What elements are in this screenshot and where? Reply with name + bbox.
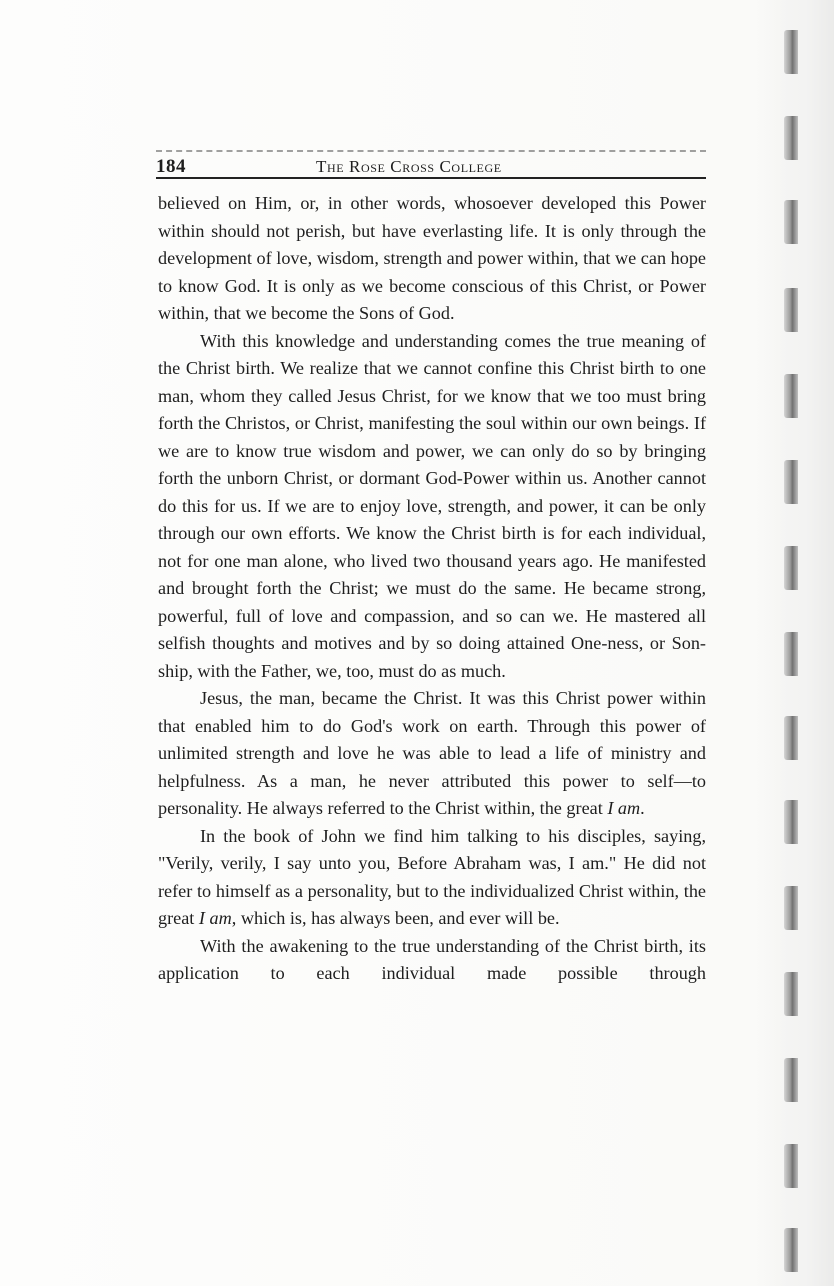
paragraph	[158, 823, 706, 933]
page-header	[156, 150, 706, 178]
binding-hole	[784, 288, 798, 332]
body-text	[158, 190, 706, 988]
paragraph-text: Jesus, the man, became the Christ. It was this Christ power within that enabled him to do God's work on earth. Through this power of unlimited strength and love he was able to lead a life of ministry and helpfulness. As a man, he never attributed this power to self—to personality. He always referred to the Christ within, the great	[158, 688, 706, 818]
header-rule-bottom	[156, 177, 706, 179]
binding-hole	[784, 886, 798, 930]
binding-hole	[784, 716, 798, 760]
binding-hole	[784, 200, 798, 244]
paragraph-text: .	[640, 798, 645, 818]
binding-hole	[784, 972, 798, 1016]
binding-hole	[784, 116, 798, 160]
binding-hole	[784, 800, 798, 844]
binding-hole	[784, 1228, 798, 1272]
binding-hole	[784, 1058, 798, 1102]
paragraph-text: In the book of John we find him talking to his disciples, saying, "Verily, verily, I say unto you, Before Abraham was, I am." He did not refer to himself as a personality, but to the individualized Christ within, the great	[158, 825, 706, 928]
paragraph: With this knowledge and understanding comes the true meaning of the Christ birth. We realize that we cannot confine this Christ birth to one man, whom they called Jesus Christ, for we know that we too must bring forth the Christos, or Christ, manifesting the soul within our own beings. If we are to know true wisdom and power, we can only do so by bringing forth the unborn Christ, or dormant God-Power within us. Another cannot do this for us. If we are to enjoy love, strength, and power, it can be only through our own efforts. We know the Christ birth is for each individual, not for one man alone, who lived two thousand years ago. He manifested and brought forth the Christ; we must do the same. He became strong, powerful, full of love and compassion, and so can we. He mastered all selfish thoughts and motives and by so doing attained One-ness, or Son-ship, with the Father, we, too, must do as much.	[158, 330, 706, 681]
header-rule-top	[156, 150, 706, 152]
emphasis-i-am: I am	[198, 908, 232, 928]
page-edge-shadow	[764, 0, 834, 1286]
paragraph: believed on Him, or, in other words, whosoever developed this Power within should not perish, but have everlasting life. It is only through the development of love, wisdom, strength and power within, that we can hope to know God. It is only as we become conscious of this Christ, or Power within, that we become the Sons of God.	[158, 193, 706, 323]
emphasis-i-am: I am	[607, 798, 641, 818]
binding-hole	[784, 374, 798, 418]
binding-hole	[784, 30, 798, 74]
binding-hole	[784, 1144, 798, 1188]
paragraph	[158, 685, 706, 823]
paragraph: With the awakening to the true understanding of the Christ birth, its application to each individual made possible through	[158, 935, 706, 983]
binding-hole	[784, 460, 798, 504]
running-head: The Rose Cross College	[316, 157, 502, 176]
page-number: 184	[156, 156, 186, 177]
binding-hole	[784, 632, 798, 676]
paragraph-text: , which is, has always been, and ever will be.	[231, 908, 560, 928]
binding-hole	[784, 546, 798, 590]
